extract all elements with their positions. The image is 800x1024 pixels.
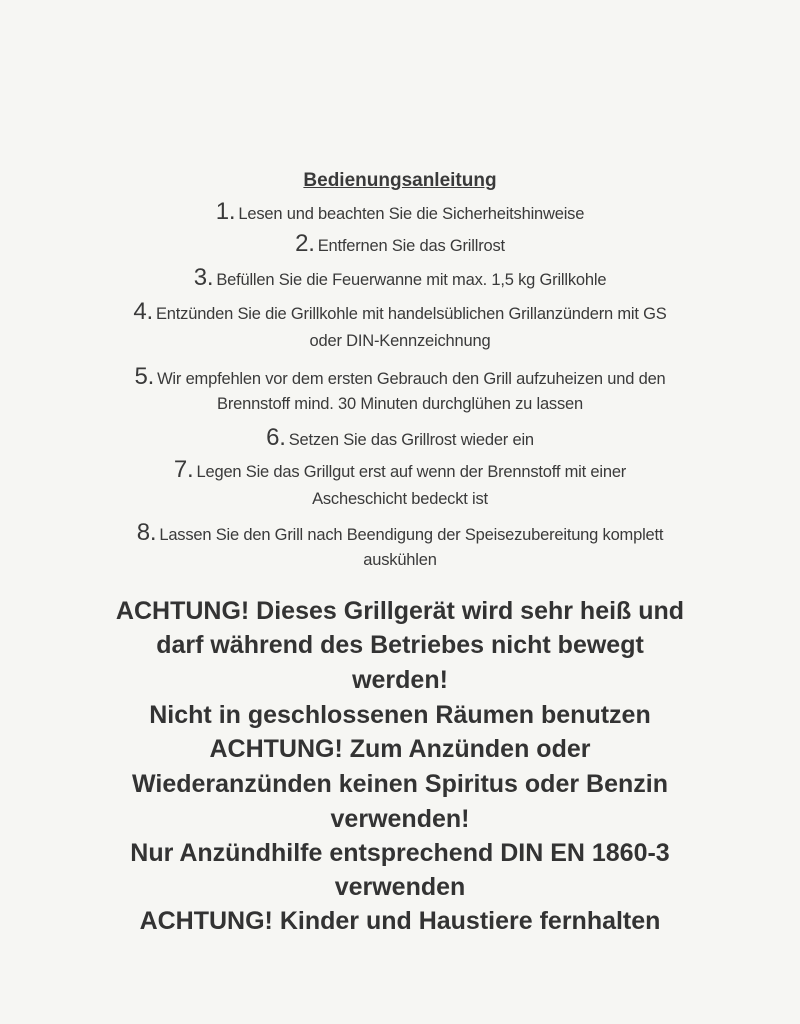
step-text: Entzünden Sie die Grillkohle mit handelsüblichen Grillanzündern mit GS xyxy=(156,305,667,323)
warning-line: Nur Anzündhilfe entsprechend DIN EN 1860-3 xyxy=(130,839,670,867)
step-number: 1. xyxy=(215,198,236,225)
step-text: Lassen Sie den Grill nach Beendigung der Speisezubereitung komplett xyxy=(159,526,664,544)
warning-line: Wiederanzünden keinen Spiritus oder Benzin xyxy=(132,770,668,798)
warning-line: verwenden! xyxy=(330,805,470,833)
step-4 xyxy=(0,298,800,326)
step-1 xyxy=(0,198,800,226)
step-text: Setzen Sie das Grillrost wieder ein xyxy=(288,431,534,449)
step-8 xyxy=(0,519,800,547)
step-number: 8. xyxy=(136,519,157,546)
step-number: 6. xyxy=(266,424,286,451)
step-3 xyxy=(0,264,800,292)
step-number: 7. xyxy=(173,456,194,483)
step-number: 2. xyxy=(295,230,315,257)
warning-line: ACHTUNG! Zum Anzünden oder xyxy=(209,735,591,763)
step-text: Entfernen Sie das Grillrost xyxy=(317,237,505,255)
step-number: 4. xyxy=(133,298,153,325)
warning-line: verwenden xyxy=(334,873,466,901)
step-7 xyxy=(0,456,800,484)
step-8-cont: auskühlen xyxy=(363,551,437,569)
step-5 xyxy=(0,363,800,391)
step-5-cont: Brennstoff mind. 30 Minuten durchglühen zu lassen xyxy=(217,395,583,413)
step-2 xyxy=(0,230,800,258)
step-text: Lesen und beachten Sie die Sicherheitshinweise xyxy=(238,205,585,223)
step-4-cont: oder DIN-Kennzeichnung xyxy=(309,332,491,350)
warning-line: darf während des Betriebes nicht bewegt xyxy=(156,631,644,659)
warning-line: ACHTUNG! Kinder und Haustiere fernhalten xyxy=(139,907,661,935)
document-title: Bedienungsanleitung xyxy=(303,170,497,191)
step-text: Wir empfehlen vor dem ersten Gebrauch den Grill aufzuheizen und den xyxy=(157,370,666,388)
warning-line: ACHTUNG! Dieses Grillgerät wird sehr heiß und xyxy=(115,597,685,625)
warning-line: Nicht in geschlossenen Räumen benutzen xyxy=(149,701,651,729)
step-7-cont: Ascheschicht bedeckt ist xyxy=(312,490,488,508)
step-text: Befüllen Sie die Feuerwanne mit max. 1,5 kg Grillkohle xyxy=(216,271,607,289)
step-number: 3. xyxy=(193,264,214,291)
step-text: Legen Sie das Grillgut erst auf wenn der Brennstoff mit einer xyxy=(196,463,627,481)
step-number: 5. xyxy=(134,363,155,390)
step-6 xyxy=(0,424,800,452)
warning-line: werden! xyxy=(352,666,448,694)
